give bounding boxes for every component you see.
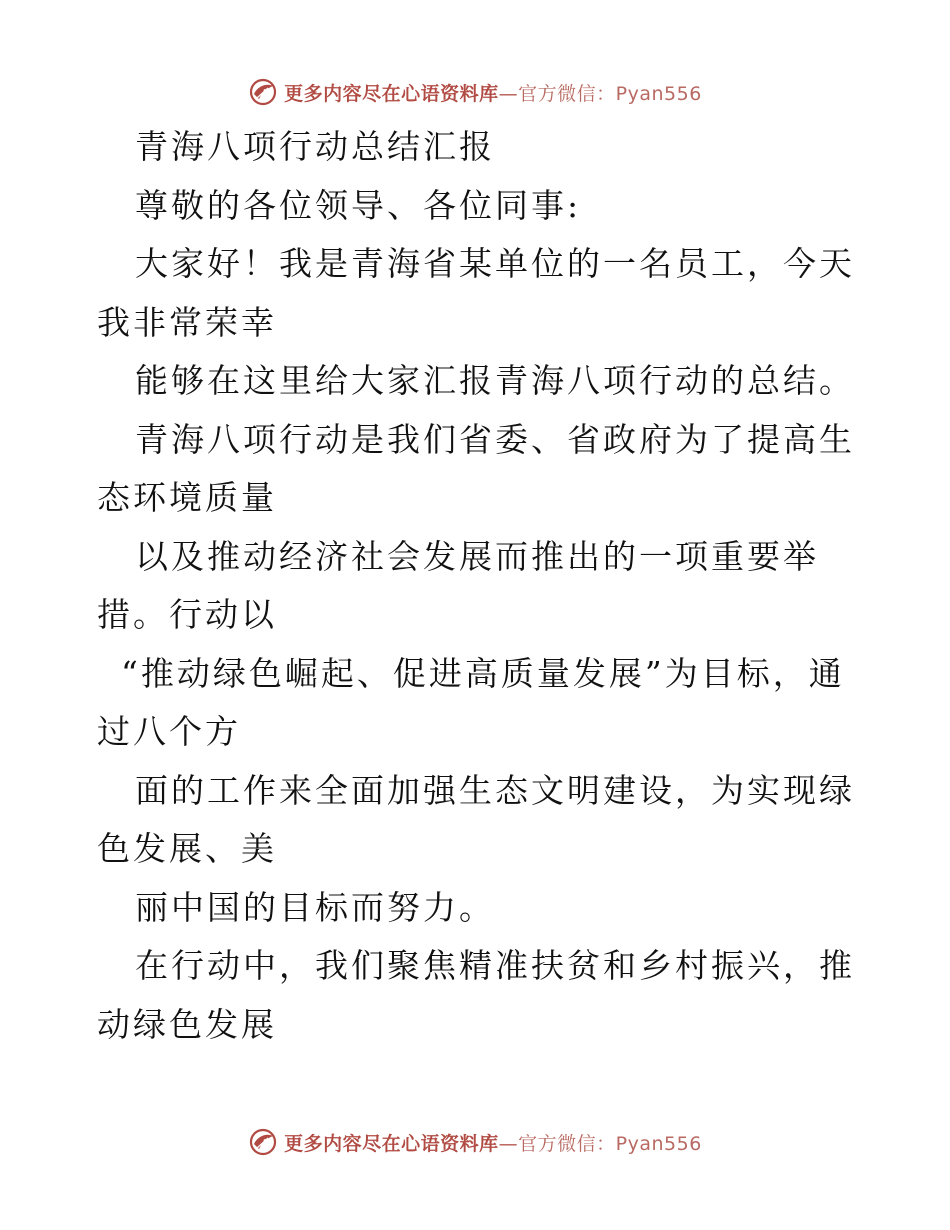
- paragraph-line: 以及推动经济社会发展而推出的一项重要举措。行动以: [97, 536, 819, 634]
- page-footer: [0, 1122, 950, 1162]
- document-body: [97, 118, 857, 1054]
- paragraph-line: 青海八项行动总结汇报: [135, 127, 495, 166]
- paragraph-line: “推动绿色崛起、促进高质量发展”为目标，通过八个方: [97, 653, 845, 751]
- paragraph-line: 丽中国的目标而努力。: [135, 887, 495, 927]
- paragraph-line: 面的工作来全面加强生态文明建设，为实现绿色发展、美: [97, 770, 855, 868]
- paragraph-line: 在行动中，我们聚焦精准扶贫和乡村振兴，推动绿色发展: [97, 946, 855, 1044]
- footer-text: [284, 1129, 702, 1156]
- paragraph-line: 青海八项行动是我们省委、省政府为了提高生态环境质量: [97, 419, 855, 517]
- header-brand: 更多内容尽在心语资料库: [284, 82, 499, 105]
- paragraph-line: 尊敬的各位领导、各位同事:: [135, 185, 582, 225]
- paragraph-line: 大家好！我是青海省某单位的一名员工，今天我非常荣幸: [97, 244, 855, 342]
- page-header: [0, 72, 950, 112]
- footer-brand: 更多内容尽在心语资料库: [284, 1132, 499, 1155]
- footer-wechat: 官方微信：Pyan556: [518, 1132, 702, 1155]
- header-separator: —: [498, 82, 519, 105]
- pen-nib-logo-icon: [248, 77, 278, 107]
- header-text: [284, 79, 702, 106]
- footer-separator: —: [498, 1132, 519, 1155]
- header-wechat: 官方微信：Pyan556: [518, 82, 702, 105]
- paragraph-line: 能够在这里给大家汇报青海八项行动的总结。: [135, 361, 855, 400]
- pen-nib-logo-icon: [248, 1127, 278, 1157]
